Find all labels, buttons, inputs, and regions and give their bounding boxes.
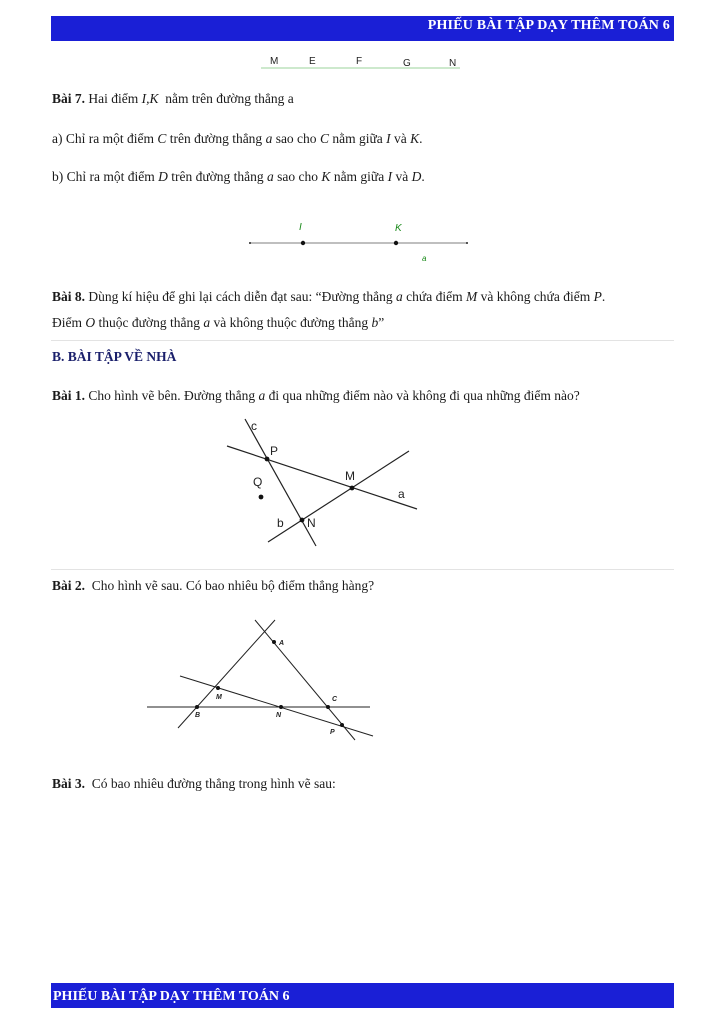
divider — [51, 569, 674, 570]
bai8-line1-pre: Dùng kí hiệu để ghi lại cách diễn đạt sau: “Đường thẳng — [88, 289, 393, 304]
bai7-b-end: . — [421, 169, 425, 184]
bai8-line1-end: . — [601, 289, 606, 304]
line-ab — [178, 620, 275, 728]
bai7-a-mid2: sao cho — [275, 131, 317, 146]
top-label-g: G — [403, 58, 411, 69]
bai8-line1-a: a — [396, 289, 403, 304]
hw3-text: Có bao nhiêu đường thẳng trong hình vẽ sau: — [91, 776, 336, 791]
bai7-prompt-pre: Hai điểm — [88, 91, 139, 106]
bai7-line-figure — [245, 218, 475, 264]
label-n: N — [276, 712, 282, 719]
bai7-a-k: K — [410, 131, 420, 146]
line-acp — [255, 620, 355, 740]
point-n — [300, 518, 305, 523]
hw1-post: đi qua những điểm nào và không đi qua những điểm nào? — [268, 388, 580, 403]
end-dot-right — [466, 242, 468, 244]
point-m — [216, 686, 220, 690]
bai7-b-line: a — [267, 169, 274, 184]
hw3-prompt — [52, 776, 336, 792]
bai8-line1-p: P — [593, 289, 602, 304]
label-b: b — [277, 516, 284, 530]
label-a: a — [398, 487, 405, 501]
hw1-title: Bài 1. — [52, 388, 86, 403]
point-a — [272, 640, 276, 644]
point-i — [301, 241, 305, 245]
top-points-figure — [255, 52, 470, 74]
point-p — [340, 723, 344, 727]
footer-banner — [51, 983, 674, 1008]
header-title: PHIẾU BÀI TẬP DẠY THÊM TOÁN 6 — [427, 18, 670, 33]
label-c: c — [251, 419, 257, 433]
bai8-line1-mid2: và không chứa điểm — [480, 289, 591, 304]
label-n: N — [307, 516, 316, 530]
label-m: M — [216, 694, 222, 701]
bai7-b-and: và — [395, 169, 409, 184]
label-c: C — [332, 696, 338, 703]
top-label-e: E — [309, 56, 316, 67]
hw2-text: Cho hình vẽ sau. Có bao nhiêu bộ điểm thẳng hàng? — [91, 578, 375, 593]
top-label-f: F — [356, 56, 363, 67]
bai7-part-a — [52, 131, 423, 147]
point-n — [279, 705, 283, 709]
bai7-b-i: I — [387, 169, 393, 184]
bai8-line2-mid2: và không thuộc đường thẳng — [213, 315, 369, 330]
bai8-line2 — [52, 315, 384, 331]
label-p: P — [330, 729, 335, 736]
bai7-points: I,K — [141, 91, 159, 106]
bai8-title: Bài 8. — [52, 289, 86, 304]
footer-title: PHIẾU BÀI TẬP DẠY THÊM TOÁN 6 — [53, 989, 290, 1004]
label-m: M — [345, 469, 355, 483]
section-b-title: B. BÀI TẬP VỀ NHÀ — [52, 349, 177, 364]
label-i: I — [299, 222, 302, 233]
bai7-b-mid3: nằm giữa — [333, 169, 385, 184]
line-b — [268, 451, 409, 542]
bai7-b-k: K — [321, 169, 331, 184]
header-banner — [51, 16, 674, 41]
bai8-line2-end: ” — [378, 315, 385, 330]
bai7-b-mid2: sao cho — [277, 169, 319, 184]
hw2-title: Bài 2. — [52, 578, 86, 593]
bai7-a-c2: C — [319, 131, 329, 146]
bai7-prompt — [52, 91, 294, 107]
bai8-line1 — [52, 289, 605, 305]
bai7-a-mid: trên đường thẳng — [169, 131, 263, 146]
hw2-prompt — [52, 578, 374, 594]
bai8-line1-mid: chứa điểm — [406, 289, 463, 304]
point-c — [326, 705, 330, 709]
bai7-part-b — [52, 169, 425, 185]
bai7-prompt-post: nằm trên đường thẳng a — [165, 91, 294, 106]
label-k: K — [395, 223, 402, 234]
label-p: P — [270, 444, 279, 458]
bai7-b-mid: trên đường thẳng — [171, 169, 264, 184]
label-a: a — [422, 254, 427, 263]
bai7-a-end: . — [419, 131, 423, 146]
point-p — [265, 457, 270, 462]
bai7-a-prefix: a) Chỉ ra một điểm — [52, 131, 154, 146]
point-m — [350, 486, 355, 491]
end-dot-left — [249, 242, 251, 244]
divider — [51, 340, 674, 341]
bai7-a-line: a — [265, 131, 273, 146]
point-b — [195, 705, 199, 709]
hw2-figure — [145, 618, 380, 753]
hw3-title: Bài 3. — [52, 776, 86, 791]
bai8-line2-b: b — [371, 315, 379, 330]
hw1-pre: Cho hình vẽ bên. Đường thẳng — [88, 388, 256, 403]
top-label-n: N — [449, 58, 457, 69]
bai8-line2-pre: Điểm — [52, 315, 82, 330]
bai7-title: Bài 7. — [52, 91, 86, 106]
line-mnp — [180, 676, 373, 736]
bai7-a-and: và — [394, 131, 407, 146]
bai7-b-d: D — [158, 169, 168, 184]
label-b: B — [195, 712, 201, 719]
bai7-a-mid3: nằm giữa — [332, 131, 383, 146]
bai7-b-d2: D — [411, 169, 422, 184]
top-label-m: M — [270, 56, 279, 67]
point-k — [394, 241, 398, 245]
hw1-prompt — [52, 388, 580, 404]
bai7-a-i: I — [386, 131, 391, 146]
bai7-a-c: C — [157, 131, 167, 146]
bai8-line1-m: M — [465, 289, 478, 304]
label-q: Q — [253, 475, 263, 489]
label-a: A — [279, 640, 285, 647]
hw1-a: a — [258, 388, 266, 403]
bai8-line2-a: a — [203, 315, 211, 330]
hw1-figure — [220, 414, 430, 554]
bai8-line2-mid: thuộc đường thẳng — [98, 315, 200, 330]
bai8-line2-o: O — [85, 315, 96, 330]
point-q — [259, 495, 264, 500]
bai7-b-prefix: b) Chỉ ra một điểm — [52, 169, 155, 184]
